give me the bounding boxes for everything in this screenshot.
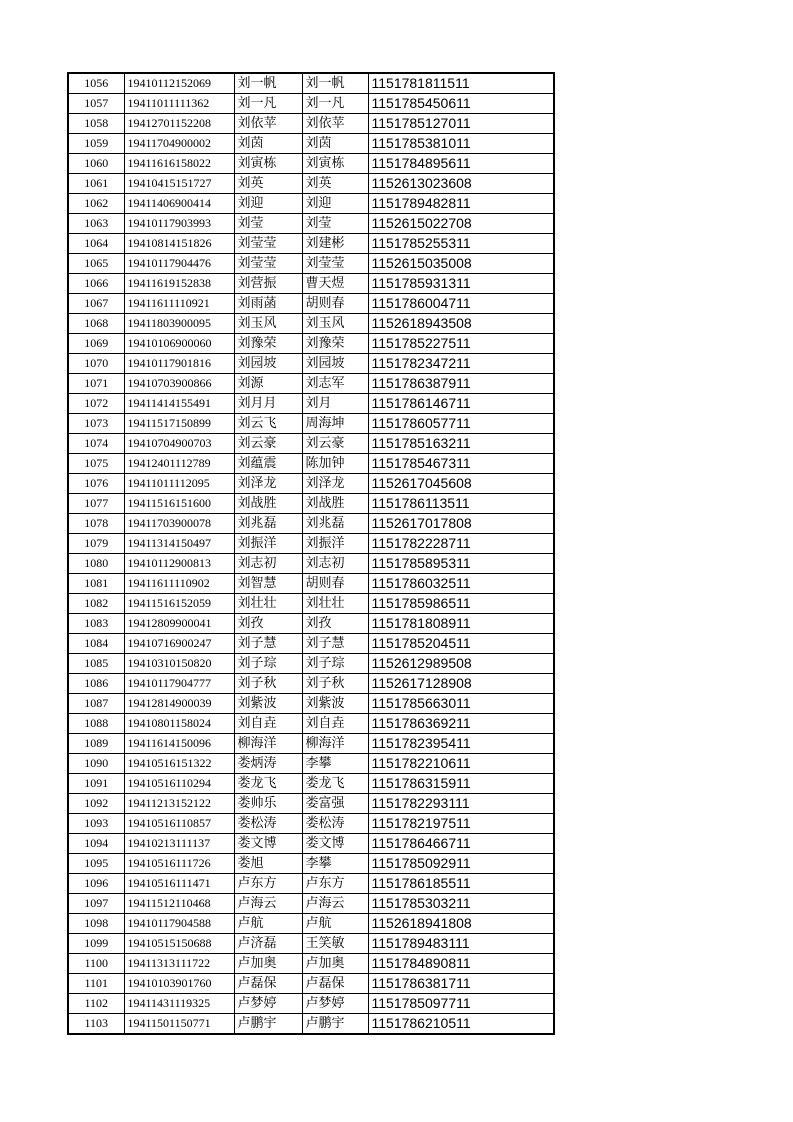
table-row	[68, 974, 554, 994]
row-index-cell: 1102	[68, 994, 124, 1014]
second-name-cell: 李攀	[302, 754, 368, 774]
row-index-cell: 1092	[68, 794, 124, 814]
table-row	[68, 394, 554, 414]
second-name-cell: 胡则春	[302, 294, 368, 314]
name-cell: 卢加奥	[234, 954, 302, 974]
account-number-cell: 1151785467311	[368, 454, 554, 474]
name-cell: 刘振洋	[234, 534, 302, 554]
account-number-cell: 1151786466711	[368, 834, 554, 854]
table-row	[68, 554, 554, 574]
second-name-cell: 刘豫荣	[302, 334, 368, 354]
account-number-cell: 1151785092911	[368, 854, 554, 874]
table-row	[68, 454, 554, 474]
account-number-cell: 1152617128908	[368, 674, 554, 694]
account-number-cell: 1151782395411	[368, 734, 554, 754]
second-name-cell: 刘志初	[302, 554, 368, 574]
second-name-cell: 刘迎	[302, 194, 368, 214]
second-name-cell: 卢海云	[302, 894, 368, 914]
name-cell: 刘莹莹	[234, 234, 302, 254]
table-row	[68, 214, 554, 234]
second-name-cell: 胡则春	[302, 574, 368, 594]
name-cell: 刘子秋	[234, 674, 302, 694]
second-name-cell: 刘自垚	[302, 714, 368, 734]
second-name-cell: 娄富强	[302, 794, 368, 814]
id-number-cell: 19410716900247	[124, 634, 234, 654]
id-number-cell: 19410103901760	[124, 974, 234, 994]
account-number-cell: 1151785255311	[368, 234, 554, 254]
account-number-cell: 1151786146711	[368, 394, 554, 414]
id-number-cell: 19411516151600	[124, 494, 234, 514]
account-number-cell: 1151785931311	[368, 274, 554, 294]
name-cell: 刘营振	[234, 274, 302, 294]
row-index-cell: 1064	[68, 234, 124, 254]
second-name-cell: 刘茵	[302, 134, 368, 154]
account-number-cell: 1151782197511	[368, 814, 554, 834]
id-number-cell: 19411619152838	[124, 274, 234, 294]
second-name-cell: 刘一帆	[302, 73, 368, 94]
account-number-cell: 1151786315911	[368, 774, 554, 794]
id-number-cell: 19410801158024	[124, 714, 234, 734]
account-number-cell: 1152618941808	[368, 914, 554, 934]
table-row	[68, 134, 554, 154]
id-number-cell: 19411011112095	[124, 474, 234, 494]
name-cell: 刘壮壮	[234, 594, 302, 614]
row-index-cell: 1063	[68, 214, 124, 234]
second-name-cell: 刘壮壮	[302, 594, 368, 614]
table-row	[68, 934, 554, 954]
name-cell: 刘园坡	[234, 354, 302, 374]
name-cell: 刘智慧	[234, 574, 302, 594]
row-index-cell: 1068	[68, 314, 124, 334]
name-cell: 刘志初	[234, 554, 302, 574]
table-row	[68, 334, 554, 354]
id-number-cell: 19411703900078	[124, 514, 234, 534]
id-number-cell: 19411314150497	[124, 534, 234, 554]
id-number-cell: 19410814151826	[124, 234, 234, 254]
table-row	[68, 73, 554, 94]
account-number-cell: 1152613023608	[368, 174, 554, 194]
second-name-cell: 刘莹莹	[302, 254, 368, 274]
name-cell: 娄旭	[234, 854, 302, 874]
row-index-cell: 1065	[68, 254, 124, 274]
second-name-cell: 刘莹	[302, 214, 368, 234]
id-number-cell: 19411313111722	[124, 954, 234, 974]
table-row	[68, 614, 554, 634]
name-cell: 刘云飞	[234, 414, 302, 434]
row-index-cell: 1098	[68, 914, 124, 934]
row-index-cell: 1087	[68, 694, 124, 714]
account-number-cell: 1151785127011	[368, 114, 554, 134]
id-number-cell: 19411431119325	[124, 994, 234, 1014]
row-index-cell: 1076	[68, 474, 124, 494]
id-number-cell: 19410703900866	[124, 374, 234, 394]
name-cell: 刘莹	[234, 214, 302, 234]
name-cell: 卢磊保	[234, 974, 302, 994]
roster-table	[67, 72, 555, 1035]
id-number-cell: 19410310150820	[124, 654, 234, 674]
table-row	[68, 194, 554, 214]
row-index-cell: 1091	[68, 774, 124, 794]
table-row	[68, 1014, 554, 1035]
second-name-cell: 刘园坡	[302, 354, 368, 374]
account-number-cell: 1151785895311	[368, 554, 554, 574]
row-index-cell: 1077	[68, 494, 124, 514]
id-number-cell: 19412401112789	[124, 454, 234, 474]
account-number-cell: 1151786381711	[368, 974, 554, 994]
row-index-cell: 1079	[68, 534, 124, 554]
account-number-cell: 1151785227511	[368, 334, 554, 354]
id-number-cell: 19410516111471	[124, 874, 234, 894]
account-number-cell: 1151785450611	[368, 94, 554, 114]
account-number-cell: 1151782347211	[368, 354, 554, 374]
id-number-cell: 19411516152059	[124, 594, 234, 614]
name-cell: 卢东方	[234, 874, 302, 894]
id-number-cell: 19411803900095	[124, 314, 234, 334]
name-cell: 刘孜	[234, 614, 302, 634]
table-row	[68, 774, 554, 794]
name-cell: 卢梦婷	[234, 994, 302, 1014]
id-number-cell: 19410213111137	[124, 834, 234, 854]
id-number-cell: 19411512110468	[124, 894, 234, 914]
row-index-cell: 1086	[68, 674, 124, 694]
id-number-cell: 19411011111362	[124, 94, 234, 114]
second-name-cell: 刘一凡	[302, 94, 368, 114]
table-row	[68, 894, 554, 914]
second-name-cell: 周海坤	[302, 414, 368, 434]
id-number-cell: 19410117903993	[124, 214, 234, 234]
second-name-cell: 陈加钟	[302, 454, 368, 474]
id-number-cell: 19410117904476	[124, 254, 234, 274]
table-row	[68, 694, 554, 714]
account-number-cell: 1151789483111	[368, 934, 554, 954]
id-number-cell: 19411517150899	[124, 414, 234, 434]
second-name-cell: 卢航	[302, 914, 368, 934]
row-index-cell: 1067	[68, 294, 124, 314]
account-number-cell: 1151786113511	[368, 494, 554, 514]
table-row	[68, 734, 554, 754]
second-name-cell: 卢东方	[302, 874, 368, 894]
account-number-cell: 1151786057711	[368, 414, 554, 434]
second-name-cell: 曹天煜	[302, 274, 368, 294]
account-number-cell: 1151784895611	[368, 154, 554, 174]
row-index-cell: 1056	[68, 73, 124, 94]
table-row	[68, 254, 554, 274]
table-row	[68, 494, 554, 514]
name-cell: 娄帅乐	[234, 794, 302, 814]
second-name-cell: 刘英	[302, 174, 368, 194]
account-number-cell: 1152617045608	[368, 474, 554, 494]
id-number-cell: 19411414155491	[124, 394, 234, 414]
row-index-cell: 1066	[68, 274, 124, 294]
row-index-cell: 1062	[68, 194, 124, 214]
second-name-cell: 卢鹏宇	[302, 1014, 368, 1035]
table-row	[68, 374, 554, 394]
row-index-cell: 1088	[68, 714, 124, 734]
id-number-cell: 19412814900039	[124, 694, 234, 714]
account-number-cell: 1151782210611	[368, 754, 554, 774]
id-number-cell: 19411501150771	[124, 1014, 234, 1035]
account-number-cell: 1152612989508	[368, 654, 554, 674]
table-row	[68, 414, 554, 434]
name-cell: 卢海云	[234, 894, 302, 914]
name-cell: 卢济磊	[234, 934, 302, 954]
row-index-cell: 1089	[68, 734, 124, 754]
id-number-cell: 19410112152069	[124, 73, 234, 94]
spreadsheet-page	[67, 72, 555, 1035]
second-name-cell: 刘子慧	[302, 634, 368, 654]
id-number-cell: 19412809900041	[124, 614, 234, 634]
table-row	[68, 154, 554, 174]
second-name-cell: 李攀	[302, 854, 368, 874]
second-name-cell: 刘子秋	[302, 674, 368, 694]
table-row	[68, 994, 554, 1014]
table-row	[68, 574, 554, 594]
name-cell: 刘子琮	[234, 654, 302, 674]
table-row	[68, 654, 554, 674]
row-index-cell: 1082	[68, 594, 124, 614]
name-cell: 刘兆磊	[234, 514, 302, 534]
table-row	[68, 174, 554, 194]
second-name-cell: 娄松涛	[302, 814, 368, 834]
row-index-cell: 1093	[68, 814, 124, 834]
account-number-cell: 1151785097711	[368, 994, 554, 1014]
row-index-cell: 1071	[68, 374, 124, 394]
table-row	[68, 474, 554, 494]
name-cell: 娄文博	[234, 834, 302, 854]
id-number-cell: 19411614150096	[124, 734, 234, 754]
id-number-cell: 19410515150688	[124, 934, 234, 954]
table-row	[68, 294, 554, 314]
second-name-cell: 卢磊保	[302, 974, 368, 994]
id-number-cell: 19410516110294	[124, 774, 234, 794]
row-index-cell: 1083	[68, 614, 124, 634]
table-row	[68, 914, 554, 934]
name-cell: 娄龙飞	[234, 774, 302, 794]
row-index-cell: 1081	[68, 574, 124, 594]
name-cell: 刘寅栋	[234, 154, 302, 174]
second-name-cell: 刘兆磊	[302, 514, 368, 534]
id-number-cell: 19412701152208	[124, 114, 234, 134]
second-name-cell: 卢梦婷	[302, 994, 368, 1014]
account-number-cell: 1151785163211	[368, 434, 554, 454]
name-cell: 刘迎	[234, 194, 302, 214]
name-cell: 刘一凡	[234, 94, 302, 114]
name-cell: 刘云豪	[234, 434, 302, 454]
second-name-cell: 刘寅栋	[302, 154, 368, 174]
table-row	[68, 794, 554, 814]
account-number-cell: 1151786210511	[368, 1014, 554, 1035]
roster-table-body	[68, 73, 554, 1034]
second-name-cell: 刘建彬	[302, 234, 368, 254]
id-number-cell: 19411616158022	[124, 154, 234, 174]
table-row	[68, 814, 554, 834]
table-row	[68, 954, 554, 974]
table-row	[68, 834, 554, 854]
id-number-cell: 19410117904588	[124, 914, 234, 934]
table-row	[68, 114, 554, 134]
account-number-cell: 1152615035008	[368, 254, 554, 274]
table-row	[68, 274, 554, 294]
second-name-cell: 刘振洋	[302, 534, 368, 554]
row-index-cell: 1100	[68, 954, 124, 974]
second-name-cell: 刘玉风	[302, 314, 368, 334]
name-cell: 卢航	[234, 914, 302, 934]
second-name-cell: 刘志军	[302, 374, 368, 394]
name-cell: 刘自垚	[234, 714, 302, 734]
row-index-cell: 1058	[68, 114, 124, 134]
second-name-cell: 柳海洋	[302, 734, 368, 754]
name-cell: 刘紫波	[234, 694, 302, 714]
row-index-cell: 1084	[68, 634, 124, 654]
id-number-cell: 19411611110921	[124, 294, 234, 314]
row-index-cell: 1094	[68, 834, 124, 854]
second-name-cell: 刘子琮	[302, 654, 368, 674]
account-number-cell: 1152617017808	[368, 514, 554, 534]
second-name-cell: 刘战胜	[302, 494, 368, 514]
id-number-cell: 19410516111726	[124, 854, 234, 874]
row-index-cell: 1080	[68, 554, 124, 574]
account-number-cell: 1151782228711	[368, 534, 554, 554]
row-index-cell: 1078	[68, 514, 124, 534]
id-number-cell: 19410117904777	[124, 674, 234, 694]
row-index-cell: 1075	[68, 454, 124, 474]
name-cell: 柳海洋	[234, 734, 302, 754]
second-name-cell: 刘泽龙	[302, 474, 368, 494]
second-name-cell: 刘孜	[302, 614, 368, 634]
table-row	[68, 674, 554, 694]
name-cell: 刘依苹	[234, 114, 302, 134]
name-cell: 娄炳涛	[234, 754, 302, 774]
name-cell: 刘雨菡	[234, 294, 302, 314]
row-index-cell: 1090	[68, 754, 124, 774]
name-cell: 刘子慧	[234, 634, 302, 654]
name-cell: 娄松涛	[234, 814, 302, 834]
second-name-cell: 娄文博	[302, 834, 368, 854]
row-index-cell: 1061	[68, 174, 124, 194]
table-row	[68, 94, 554, 114]
name-cell: 刘一帆	[234, 73, 302, 94]
name-cell: 刘月月	[234, 394, 302, 414]
row-index-cell: 1072	[68, 394, 124, 414]
account-number-cell: 1151785381011	[368, 134, 554, 154]
id-number-cell: 19410516110857	[124, 814, 234, 834]
name-cell: 刘泽龙	[234, 474, 302, 494]
row-index-cell: 1095	[68, 854, 124, 874]
name-cell: 刘玉风	[234, 314, 302, 334]
account-number-cell: 1151786387911	[368, 374, 554, 394]
row-index-cell: 1073	[68, 414, 124, 434]
id-number-cell: 19410516151322	[124, 754, 234, 774]
row-index-cell: 1070	[68, 354, 124, 374]
name-cell: 刘豫荣	[234, 334, 302, 354]
second-name-cell: 娄龙飞	[302, 774, 368, 794]
id-number-cell: 19410112900813	[124, 554, 234, 574]
name-cell: 刘源	[234, 374, 302, 394]
table-row	[68, 234, 554, 254]
row-index-cell: 1097	[68, 894, 124, 914]
table-row	[68, 314, 554, 334]
account-number-cell: 1151785204511	[368, 634, 554, 654]
table-row	[68, 354, 554, 374]
name-cell: 卢鹏宇	[234, 1014, 302, 1035]
account-number-cell: 1151786004711	[368, 294, 554, 314]
id-number-cell: 19411611110902	[124, 574, 234, 594]
second-name-cell: 卢加奥	[302, 954, 368, 974]
account-number-cell: 1151785663011	[368, 694, 554, 714]
account-number-cell: 1151782293111	[368, 794, 554, 814]
table-row	[68, 634, 554, 654]
second-name-cell: 刘云豪	[302, 434, 368, 454]
account-number-cell: 1151786032511	[368, 574, 554, 594]
account-number-cell: 1151781808911	[368, 614, 554, 634]
row-index-cell: 1074	[68, 434, 124, 454]
row-index-cell: 1060	[68, 154, 124, 174]
id-number-cell: 19410117901816	[124, 354, 234, 374]
account-number-cell: 1151781811511	[368, 73, 554, 94]
id-number-cell: 19411213152122	[124, 794, 234, 814]
account-number-cell: 1152615022708	[368, 214, 554, 234]
account-number-cell: 1151784890811	[368, 954, 554, 974]
account-number-cell: 1151789482811	[368, 194, 554, 214]
name-cell: 刘蕴震	[234, 454, 302, 474]
table-row	[68, 714, 554, 734]
id-number-cell: 19410704900703	[124, 434, 234, 454]
second-name-cell: 刘月	[302, 394, 368, 414]
id-number-cell: 19410415151727	[124, 174, 234, 194]
account-number-cell: 1151785986511	[368, 594, 554, 614]
row-index-cell: 1099	[68, 934, 124, 954]
id-number-cell: 19411406900414	[124, 194, 234, 214]
row-index-cell: 1096	[68, 874, 124, 894]
account-number-cell: 1151786369211	[368, 714, 554, 734]
name-cell: 刘茵	[234, 134, 302, 154]
table-row	[68, 874, 554, 894]
account-number-cell: 1151785303211	[368, 894, 554, 914]
name-cell: 刘战胜	[234, 494, 302, 514]
row-index-cell: 1085	[68, 654, 124, 674]
name-cell: 刘莹莹	[234, 254, 302, 274]
account-number-cell: 1151786185511	[368, 874, 554, 894]
row-index-cell: 1103	[68, 1014, 124, 1035]
row-index-cell: 1069	[68, 334, 124, 354]
table-row	[68, 854, 554, 874]
table-row	[68, 594, 554, 614]
account-number-cell: 1152618943508	[368, 314, 554, 334]
table-row	[68, 434, 554, 454]
id-number-cell: 19411704900002	[124, 134, 234, 154]
second-name-cell: 刘依苹	[302, 114, 368, 134]
second-name-cell: 刘紫波	[302, 694, 368, 714]
second-name-cell: 王笑敏	[302, 934, 368, 954]
row-index-cell: 1057	[68, 94, 124, 114]
table-row	[68, 534, 554, 554]
table-row	[68, 514, 554, 534]
row-index-cell: 1101	[68, 974, 124, 994]
name-cell: 刘英	[234, 174, 302, 194]
id-number-cell: 19410106900060	[124, 334, 234, 354]
table-row	[68, 754, 554, 774]
row-index-cell: 1059	[68, 134, 124, 154]
